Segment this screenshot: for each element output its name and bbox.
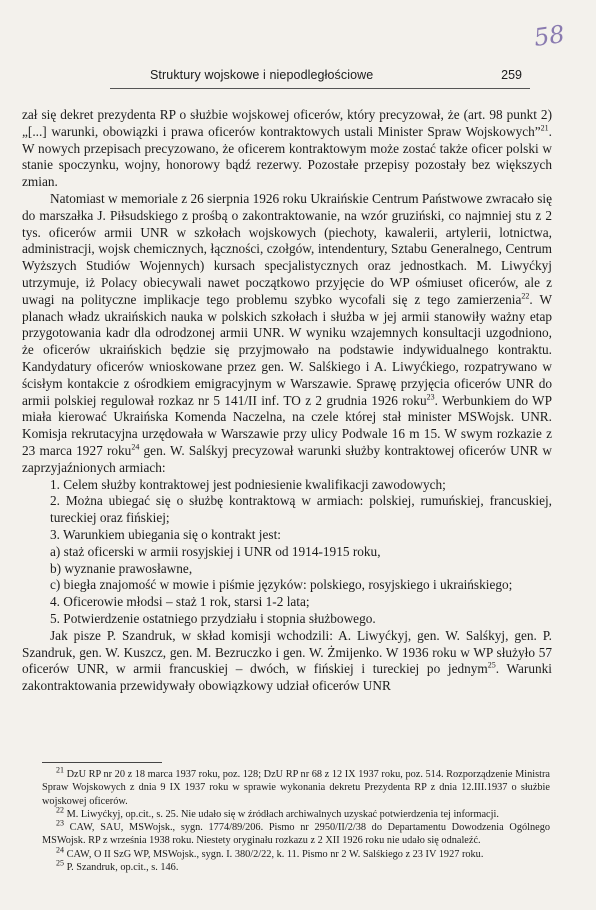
paragraph-1-text: zał się dekret prezydenta RP o służbie wojskowej oficerów, który precyzował, że (art. 98 punkt 2) „[...] warunki, obowiązki i prawa oficerów kontraktowych ustali Minister Spraw Wojskowych” [22,107,552,139]
footnote-number: 24 [56,845,64,855]
footnote-ref-23: 23 [426,392,435,402]
footnote [42,818,550,848]
footnote-text: DzU RP nr 20 z 18 marca 1937 roku, poz. 128; DzU RP nr 68 z 12 IX 1937 roku, poz. 514. Rozporządzenie Ministra Spraw Wojskowych z dnia 9 IX 1937 roku w sprawie wykonania dekretu Prezydenta RP z dnia 12.III.1937 o służbie wojskowej oficerów. [42,769,550,807]
list-item: a) staż oficerski w armii rosyjskiej i UNR od 1914-1915 roku, [50,543,381,559]
footnote [42,765,550,808]
footnote-text: P. Szandruk, op.cit., s. 146. [64,862,179,874]
footnote-number: 23 [56,818,64,828]
footnote-text: CAW, O II SzG WP, MSWojsk., sygn. I. 380/2/22, k. 11. Pismo nr 2 W. Salśkiego z 23 IV 1927 roku. [64,848,484,860]
footnote-number: 22 [56,805,64,815]
paragraph-1 [22,107,552,191]
footnote-text: M. Liwyćkyj, op.cit., s. 25. Nie udało się w źródłach archiwalnych uzyskać potwierdzenia tej informacji. [64,808,499,820]
paragraph-2 [22,191,552,477]
running-header [110,66,530,89]
paragraph-1-cont: . W nowych przepisach precyzowano, że oficerem kontraktowym może zostać także oficer polski w stanie spoczynku, wojny, honorowy bądź rezerwy. Pozostałe przepisy pozostały bez większych zmian. [22,123,552,190]
paragraph-3-text: Jak pisze P. Szandruk, w skład komisji wchodzili: A. Liwyćkyj, gen. W. Salśkyj, gen. P. Szandruk, gen. W. Kuszcz, gen. M. Bezruczko i gen. W. Żmijenko. W 1936 roku w WP służyło 57 oficerów UNR, w armii francuskiej – dwóch, w fińskiej i tureckiej po jednym [22,627,552,677]
paragraph-3-cont: . Warunki zakontraktowania przewidywały obowiązkowy udział oficerów UNR [22,661,552,694]
list-item: b) wyznanie prawosławne, [50,560,193,576]
footnote-rule [42,762,162,763]
main-text [22,107,552,695]
list-item: 1. Celem służby kontraktowej jest podniesienie kwalifikacji zawodowych; [50,476,446,492]
footnote-ref-21: 21 [540,123,549,133]
paragraph-2-text: Natomiast w memoriale z 26 sierpnia 1926 roku Ukraińskie Centrum Państwowe zwracało się do marszałka J. Piłsudskiego z prośbą o zakontraktowanie, na wzór gruziński, co najmniej stu z 2 tys. oficerów armii UNR w szkołach wojskowych (piechoty, kawalerii, artylerii, lotnictwa, administracji, wojsk chemicznych, łączności, czołgów, intendentury, Sztabu Generalnego, Centrum Wyższych Studiów Wojennych) kursach specjalistycznych oraz jednostkach. M. Liwyćkyj utrzymuje, iż Polacy obiecywali nawet początkowo przyjęcie do WP ośmiuset oficerów, ale z uwagi na polityczne implikacje tego problemu szybko wycofali się z tego zamierzenia [22,190,552,307]
paragraph-3 [22,628,552,695]
footnote-number: 21 [56,765,64,775]
paragraph-2-cont-b: . Werbunkiem do WP miała kierować Ukraińska Komenda Naczelna, na czele której stał minister MSWojsk. UNR. Komisja rekrutacyjna urzędowała w Warszawie przy ulicy Podwale 16 m 15. W swym rozkazie z 23 marca 1927 roku [22,392,552,458]
handwritten-page-mark: 58 [532,20,567,52]
list-item: 3. Warunkiem ubiegania się o kontrakt jest: [50,526,281,542]
footnote [42,845,550,861]
footnote-ref-25: 25 [487,660,496,670]
list-item: c) biegła znajomość w mowie i piśmie języków: polskiego, rosyjskiego i ukraińskiego; [50,577,513,593]
paragraph-2-cont-c: gen. W. Salśkyj precyzował warunki służby kontraktowej oficerów UNR w zaprzyjaźnionych armiach: [22,442,552,475]
running-title: Struktury wojskowe i niepodległościowe [150,68,374,82]
list-item: 4. Oficerowie młodsi – staż 1 rok, starsi 1-2 lata; [50,594,310,610]
footnotes [42,765,550,874]
footnote-ref-24: 24 [131,442,140,452]
paragraph-2-cont: . W planach władz ukraińskich nauka w polskich szkołach i służba w jej armii stanowiły ważny etap przygotowania kadr dla odrodzonej armii UNR. W wyniku wzajemnych konsultacji uzgodniono, że oficerów ukraińskich będzie się przyjmowało na podstawie indywidualnego kontraktu. Kandydatury oficerów wnioskowane przez gen. W. Salśkiego i A. Liwyćkiego, rozpatrywano w ścisłym kontakcie z ośrodkiem emigracyjnym w Warszawie. Sprawę przyjęcia oficerów UNR do armii polskiej regulował rozkaz nr 5 141/II inf. TO z 2 grudnia 1926 roku [22,291,552,408]
footnote-number: 25 [56,858,64,868]
footnote-ref-22: 22 [521,291,530,301]
footnote [42,805,550,821]
list-item: 5. Potwierdzenie ostatniego przydziału i stopnia służbowego. [50,610,376,626]
footnote [42,858,550,874]
page-number: 259 [501,68,522,82]
footnote-text: CAW, SAU, MSWojsk., sygn. 1774/89/206. Pismo nr 2950/II/2/38 do Departamentu Dowodzenia Ogólnego MSWojsk. RP z września 1938 roku. Niestety oryginału rozkazu z 2 XII 1926 roku nie udało się odnaleźć. [42,822,550,847]
list-item: 2. Można ubiegać się o służbę kontraktową w armiach: polskiej, rumuńskiej, francuskiej, tureckiej oraz fińskiej; [50,493,552,526]
